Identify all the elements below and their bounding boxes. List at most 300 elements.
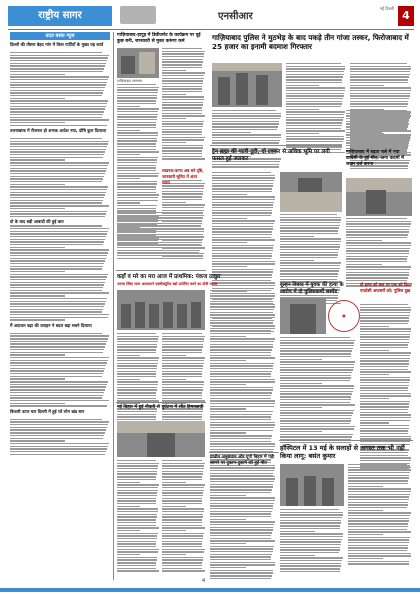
text-line: [162, 199, 202, 200]
text-line: [162, 153, 202, 154]
text-line: [117, 473, 157, 474]
text-line: [360, 425, 409, 426]
text-line: [350, 63, 407, 64]
text-line: [360, 304, 408, 305]
text-line: [10, 255, 107, 256]
footer-strip: [0, 588, 420, 592]
text-line: [162, 123, 203, 124]
text-line: [212, 237, 271, 238]
text-line: [346, 221, 411, 222]
text-line: [10, 186, 108, 187]
text-line: [117, 212, 198, 213]
text-line: [10, 149, 106, 150]
text-line: [117, 97, 157, 98]
text-line: [117, 398, 156, 399]
text-line: [210, 355, 271, 356]
text-line: [117, 132, 158, 133]
text-line: [360, 387, 408, 388]
text-line: [117, 503, 156, 504]
text-line: [348, 542, 409, 543]
left-story4-headline: मैं अदालत बढ़ा की उवाहन ने बदल बढ़ा सबने दिलाया: [10, 322, 92, 328]
text-line: [10, 397, 102, 398]
text-line: [117, 484, 159, 485]
text-line: [360, 374, 389, 375]
text-line: [348, 488, 411, 489]
text-line: [360, 317, 409, 318]
lead-photo: [212, 63, 282, 107]
mid-story: [212, 149, 342, 171]
text-line: [162, 67, 202, 68]
text-line: [280, 375, 351, 376]
text-line: [117, 183, 157, 184]
text-line: [212, 140, 280, 141]
text-line: [162, 64, 202, 65]
lead-body-a: [286, 63, 346, 154]
text-line: [360, 347, 408, 348]
text-line: [360, 385, 409, 386]
text-line: [117, 119, 157, 120]
text-line: [162, 188, 204, 189]
text-line: [10, 92, 103, 93]
text-line: [346, 258, 407, 259]
text-line: [117, 106, 140, 107]
text-line: [360, 401, 410, 402]
left-column: [10, 32, 110, 456]
text-line: [280, 348, 353, 349]
text-line: [10, 159, 65, 160]
text-line: [117, 465, 158, 466]
text-line: [162, 363, 204, 364]
text-line: [162, 392, 202, 393]
region-title: एनसीआर: [218, 11, 253, 22]
text-line: [346, 110, 407, 111]
logo: [120, 6, 160, 26]
text-line: [348, 561, 409, 562]
text-line: [360, 414, 411, 415]
text-line: [117, 365, 157, 366]
text-line: [280, 270, 339, 271]
text-line: [117, 341, 158, 342]
bottom-mid-story: [210, 455, 276, 581]
text-line: [360, 436, 411, 437]
dateline: नई दिल्ली: [379, 6, 394, 11]
bottom-right-photo: [280, 464, 344, 506]
text-line: [10, 303, 105, 304]
text-line: [280, 391, 353, 392]
text-line: [117, 506, 140, 507]
text-line: [348, 520, 409, 521]
text-line: [10, 151, 105, 152]
text-line: [162, 336, 205, 337]
text-line: [210, 363, 274, 364]
text-line: [346, 223, 411, 224]
text-line: [10, 71, 103, 72]
text-line: [162, 355, 186, 356]
text-line: [212, 110, 276, 111]
text-line: [212, 223, 274, 224]
text-line: [286, 128, 341, 129]
text-line: [346, 274, 409, 275]
text-line: [210, 314, 275, 315]
text-line: [117, 487, 158, 488]
text-line: [346, 250, 409, 251]
text-line: [346, 137, 411, 138]
text-line: [286, 130, 345, 131]
text-line: [286, 141, 343, 142]
text-line: [212, 247, 273, 248]
text-line: [162, 59, 203, 60]
text-line: [350, 90, 411, 91]
text-line: [280, 246, 340, 247]
text-line: [286, 71, 344, 72]
col2-photo-caption: गाज़ियाबाद समाचार: [117, 79, 143, 83]
text-line: [210, 376, 271, 377]
text-line: [212, 204, 273, 205]
text-line: [346, 231, 409, 232]
text-line: [360, 417, 411, 418]
text-line: [286, 111, 345, 112]
text-line: [117, 546, 156, 547]
text-line: [280, 539, 342, 540]
text-line: [210, 559, 271, 560]
text-line: [10, 360, 108, 361]
text-line: [360, 331, 411, 332]
text-line: [117, 344, 157, 345]
text-line: [210, 527, 273, 528]
text-line: [162, 56, 204, 57]
text-line: [117, 460, 156, 461]
text-line: [280, 257, 337, 258]
text-line: [10, 79, 108, 80]
text-line: [117, 255, 198, 256]
text-line: [348, 510, 383, 511]
text-line: [210, 379, 275, 380]
text-line: [346, 123, 409, 124]
text-line: [10, 274, 108, 275]
text-line: [348, 526, 408, 527]
text-line: [350, 68, 411, 69]
text-line: [117, 138, 157, 139]
text-line: [210, 303, 273, 304]
text-line: [162, 80, 203, 81]
text-line: [280, 244, 340, 245]
text-line: [280, 557, 343, 558]
text-line: [212, 253, 272, 254]
text-line: [360, 315, 410, 316]
text-line: [210, 486, 273, 487]
text-line: [212, 132, 251, 133]
text-line: [280, 342, 354, 343]
col2-divider: [116, 270, 206, 271]
left-banner: उदत बसंत न्यूज: [10, 32, 110, 40]
text-line: [280, 420, 351, 421]
text-line: [162, 506, 186, 507]
text-line: [212, 258, 271, 259]
low-mid-body: [280, 337, 356, 445]
text-line: [360, 328, 411, 329]
text-line: [280, 364, 354, 365]
text-line: [348, 553, 411, 554]
text-line: [117, 84, 156, 85]
text-line: [10, 354, 65, 355]
bottom-right-body-b: [280, 509, 344, 574]
text-line: [360, 395, 411, 396]
text-line: [280, 385, 354, 386]
text-line: [210, 373, 271, 374]
text-line: [348, 477, 409, 478]
text-line: [350, 98, 409, 99]
text-line: [210, 357, 275, 358]
text-line: [117, 349, 156, 350]
text-line: [117, 395, 156, 396]
text-line: [162, 333, 202, 334]
text-line: [210, 411, 273, 412]
text-line: [210, 290, 271, 291]
text-line: [280, 361, 355, 362]
text-line: [210, 312, 246, 313]
text-line: [117, 239, 203, 240]
text-line: [280, 359, 322, 360]
text-line: [10, 424, 108, 425]
text-line: [10, 384, 107, 385]
text-line: [360, 420, 410, 421]
text-line: [117, 173, 159, 174]
text-line: [10, 68, 104, 69]
text-line: [280, 388, 354, 389]
text-line: [210, 497, 275, 498]
text-line: [162, 94, 186, 95]
bottom-left-headline: नई बिहार में हुई नौकरी से दुर्घटना में लौट हिमाच्छवी: [117, 405, 204, 410]
text-line: [162, 527, 205, 528]
text-line: [162, 51, 205, 52]
text-line: [10, 141, 109, 142]
text-line: [117, 392, 156, 393]
text-line: [348, 563, 409, 564]
text-line: [117, 162, 157, 163]
text-line: [10, 403, 65, 404]
text-line: [10, 266, 103, 267]
text-line: [280, 412, 353, 413]
text-line: [10, 200, 103, 201]
text-line: [162, 389, 203, 390]
text-line: [117, 514, 157, 515]
text-line: [286, 68, 345, 69]
text-line: [360, 433, 408, 434]
text-line: [348, 467, 411, 468]
text-line: [346, 266, 411, 267]
text-line: [360, 336, 410, 337]
text-line: [348, 523, 408, 524]
text-line: [117, 352, 156, 353]
text-line: [162, 487, 204, 488]
left-story1-body: [10, 52, 110, 126]
text-line: [346, 234, 408, 235]
text-line: [10, 292, 109, 293]
text-line: [162, 75, 204, 76]
text-line: [210, 381, 275, 382]
text-line: [210, 317, 275, 318]
text-line: [117, 252, 199, 253]
text-line: [162, 72, 205, 73]
text-line: [10, 82, 107, 83]
text-line: [346, 272, 409, 273]
text-line: [212, 231, 272, 232]
text-line: [162, 384, 204, 385]
text-line: [162, 118, 186, 119]
text-line: [360, 369, 408, 370]
left-story4-body: [10, 333, 110, 407]
text-line: [348, 550, 407, 551]
text-line: [360, 390, 408, 391]
text-line: [162, 349, 202, 350]
text-line: [346, 145, 409, 146]
text-line: [348, 496, 409, 497]
text-line: [210, 543, 246, 544]
text-line: [280, 410, 354, 411]
text-line: [280, 396, 351, 397]
text-line: [162, 126, 203, 127]
text-line: [280, 552, 339, 553]
text-line: [280, 260, 314, 261]
text-line: [10, 435, 104, 436]
text-line: [162, 482, 186, 483]
text-line: [346, 113, 411, 114]
text-line: [162, 508, 204, 509]
text-line: [360, 366, 408, 367]
low-mid-photo: [280, 298, 326, 334]
text-line: [280, 276, 338, 277]
text-line: [10, 362, 107, 363]
text-line: [210, 476, 275, 477]
col2-mid-headline: लखनऊ-कन्या अब बने दृष्टि, जानकारी सूचित में अंतर भारत: [162, 168, 204, 185]
text-line: [162, 115, 205, 116]
text-line: [346, 261, 407, 262]
text-line: [10, 440, 65, 441]
text-line: [360, 398, 389, 399]
text-line: [117, 479, 156, 480]
text-line: [286, 109, 319, 110]
text-line: [10, 421, 109, 422]
text-line: [162, 541, 202, 542]
text-line: [162, 379, 186, 380]
text-line: [10, 122, 65, 123]
text-line: [117, 108, 159, 109]
text-line: [212, 266, 247, 267]
col2-body-c: [117, 212, 205, 260]
text-line: [162, 546, 202, 547]
text-line: [162, 83, 203, 84]
text-line: [117, 333, 156, 334]
text-line: [286, 66, 345, 67]
text-line: [210, 365, 273, 366]
text-line: [162, 210, 204, 211]
text-line: [360, 428, 409, 429]
text-line: [212, 228, 273, 229]
text-line: [286, 93, 344, 94]
text-line: [280, 345, 354, 346]
text-line: [10, 87, 105, 88]
text-line: [286, 85, 319, 86]
text-line: [210, 473, 271, 474]
text-line: [210, 578, 271, 579]
text-line: [117, 384, 158, 385]
text-line: [10, 284, 104, 285]
text-line: [280, 225, 340, 226]
text-line: [360, 344, 408, 345]
text-line: [162, 147, 203, 148]
text-line: [162, 207, 204, 208]
text-line: [117, 194, 159, 195]
bottom-left-body-b: [162, 460, 205, 573]
left-story5-headline: बिजली ऊपर चार दिल्ली में हुई प्लें लोग खंड स्तर: [10, 408, 85, 414]
text-line: [346, 226, 410, 227]
text-line: [212, 142, 279, 143]
text-line: [210, 540, 275, 541]
text-line: [117, 228, 200, 229]
text-line: [10, 111, 104, 112]
text-line: [117, 225, 201, 226]
text-line: [210, 554, 272, 555]
text-line: [210, 400, 275, 401]
text-line: [286, 136, 344, 137]
text-line: [10, 244, 103, 245]
text-line: [346, 242, 411, 243]
text-line: [280, 350, 352, 351]
text-line: [10, 178, 103, 179]
text-line: [280, 434, 353, 435]
text-line: [117, 551, 158, 552]
text-line: [117, 389, 157, 390]
text-line: [162, 129, 202, 130]
text-line: [10, 319, 65, 320]
text-line: [210, 567, 246, 568]
text-line: [210, 503, 274, 504]
text-line: [162, 134, 202, 135]
text-line: [280, 337, 350, 338]
text-line: [117, 363, 158, 364]
text-line: [346, 118, 410, 119]
text-line: [117, 463, 159, 464]
text-line: [210, 505, 273, 506]
text-line: [212, 207, 273, 208]
text-line: [162, 346, 203, 347]
text-line: [10, 392, 104, 393]
text-line: [210, 508, 273, 509]
text-line: [10, 168, 107, 169]
text-line: [10, 170, 106, 171]
text-line: [10, 239, 105, 240]
left-story1-headline: दिल्ली की तीसरा बेहद मांग में किस पार्टियाँ के मुख्य यह कार्य: [10, 42, 104, 47]
text-line: [162, 522, 202, 523]
text-line: [10, 263, 104, 264]
text-line: [162, 137, 205, 138]
text-line: [210, 406, 274, 407]
text-line: [162, 193, 203, 194]
text-line: [210, 492, 271, 493]
text-line: [10, 65, 105, 66]
text-line: [210, 564, 275, 565]
text-line: [10, 125, 107, 126]
text-line: [280, 353, 351, 354]
text-line: [346, 264, 382, 265]
lead-divider: [210, 145, 342, 146]
text-line: [10, 346, 105, 347]
text-line: [210, 328, 272, 329]
text-line: [212, 113, 281, 114]
col2-body-a: [162, 48, 205, 161]
text-line: [10, 306, 104, 307]
text-line: [10, 311, 102, 312]
